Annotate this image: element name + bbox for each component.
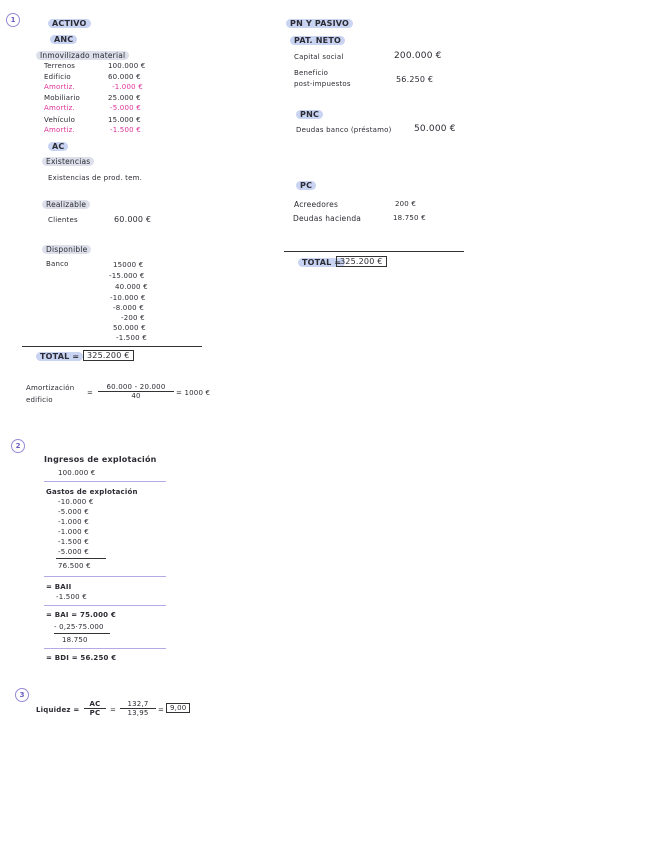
ingresos-title: Ingresos de explotación <box>44 455 157 464</box>
gastos-rule <box>44 576 166 577</box>
pasivo-title: PN Y PASIVO <box>286 19 353 28</box>
banco-value: -10.000 € <box>110 294 146 302</box>
acreedores-label: Acreedores <box>294 200 339 209</box>
anc-item-value: -5.000 € <box>110 104 141 112</box>
banco-value: -8.000 € <box>113 304 144 312</box>
amortizacion-fraction <box>98 383 174 400</box>
anc-item-label: Vehículo <box>44 116 76 124</box>
anc-item-label: Edificio <box>44 73 71 81</box>
anc-item-value: 60.000 € <box>108 73 141 81</box>
liquidez-den-1: PC <box>89 709 101 717</box>
liquidez-fraction-1 <box>84 700 106 717</box>
anc-item-value: 100.000 € <box>108 62 146 70</box>
beneficio-value: 56.250 € <box>396 75 434 84</box>
pasivo-total-value: 325.200 € <box>336 256 387 267</box>
bai-label: = BAI = 75.000 € <box>46 611 116 619</box>
gastos-sum-rule <box>56 558 106 559</box>
banco-value: 15000 € <box>113 261 144 269</box>
gasto-value: -1.000 € <box>58 518 89 526</box>
baii-value: -1.500 € <box>56 593 87 601</box>
activo-total-rule <box>22 346 202 347</box>
liquidez-result: 9,00 <box>166 703 190 713</box>
activo-total-value: 325.200 € <box>83 350 134 361</box>
section-1-number: 1 <box>6 13 20 27</box>
gastos-title: Gastos de explotación <box>46 488 138 496</box>
pasivo-total-rule <box>284 251 464 252</box>
liquidez-eq-2: = <box>158 706 165 714</box>
tax-line: - 0,25·75.000 <box>54 623 104 631</box>
pc-title: PC <box>296 181 316 190</box>
liquidez-num-2: 132,7 <box>120 700 156 709</box>
gasto-value: -1.000 € <box>58 528 89 536</box>
ingresos-rule <box>44 481 166 482</box>
ingresos-value: 100.000 € <box>58 469 96 477</box>
amortizacion-denominator: 40 <box>131 392 141 400</box>
anc-item-value: -1.000 € <box>112 83 143 91</box>
acreedores-value: 200 € <box>395 200 417 208</box>
tax-rule <box>54 633 110 634</box>
ac-title: AC <box>48 142 68 151</box>
amortizacion-label-2: edificio <box>26 396 53 404</box>
amortizacion-numerator: 60.000 - 20.000 <box>98 383 174 392</box>
banco-value: -200 € <box>121 314 145 322</box>
gasto-value: -1.500 € <box>58 538 89 546</box>
capital-label: Capital social <box>294 53 344 61</box>
liquidez-label: Liquidez = <box>36 706 80 714</box>
section-3-number: 3 <box>15 688 29 702</box>
hacienda-value: 18.750 € <box>393 214 426 222</box>
bdi-label: = BDI = 56.250 € <box>46 654 117 662</box>
disponible-title: Disponible <box>42 245 91 254</box>
capital-value: 200.000 € <box>394 51 442 61</box>
pnc-title: PNC <box>296 110 323 119</box>
liquidez-eq-1: = <box>110 706 117 714</box>
hacienda-label: Deudas hacienda <box>293 214 362 223</box>
existencias-text: Existencias de prod. tem. <box>48 174 143 182</box>
banco-value: 40.000 € <box>115 283 148 291</box>
activo-title: ACTIVO <box>48 19 91 28</box>
clientes-label: Clientes <box>48 216 78 224</box>
gasto-value: -5.000 € <box>58 548 89 556</box>
liquidez-fraction-2 <box>120 700 156 717</box>
anc-title: ANC <box>50 35 77 44</box>
liquidez-den-2: 13,95 <box>127 709 149 717</box>
existencias-title: Existencias <box>42 157 94 166</box>
anc-item-value: -1.500 € <box>110 126 141 134</box>
anc-item-label: Terrenos <box>44 62 76 70</box>
baii-rule <box>44 605 166 606</box>
anc-item-label: Amortiz. <box>44 126 75 134</box>
baii-label: = BAII <box>46 583 72 591</box>
amortizacion-equals: = <box>87 389 94 397</box>
beneficio-label-2: post-impuestos <box>294 80 351 88</box>
liquidez-num-1: AC <box>84 700 106 709</box>
pasivo-total-label: TOTAL = <box>298 258 345 267</box>
realizable-title: Realizable <box>42 200 90 209</box>
amortizacion-label: Amortización <box>26 384 75 392</box>
banco-label: Banco <box>46 260 69 268</box>
gasto-value: -10.000 € <box>58 498 94 506</box>
gasto-value: -5.000 € <box>58 508 89 516</box>
clientes-value: 60.000 € <box>114 215 152 224</box>
anc-item-label: Amortiz. <box>44 104 75 112</box>
bai-rule <box>44 648 166 649</box>
amortizacion-result: = 1000 € <box>176 389 211 397</box>
activo-total-label: TOTAL = <box>36 352 83 361</box>
patneto-title: PAT. NETO <box>290 36 345 45</box>
banco-value: -15.000 € <box>109 272 145 280</box>
banco-value: -1.500 € <box>116 334 147 342</box>
gastos-total: 76.500 € <box>58 562 91 570</box>
pnc-label: Deudas banco (préstamo) <box>296 126 392 134</box>
anc-item-label: Mobiliario <box>44 94 80 102</box>
tax-value: 18.750 <box>62 636 88 644</box>
section-2-number: 2 <box>11 439 25 453</box>
pnc-value: 50.000 € <box>414 124 456 134</box>
anc-item-value: 25.000 € <box>108 94 141 102</box>
inmovilizado-subtitle: Inmovilizado material <box>36 51 129 60</box>
beneficio-label: Beneficio <box>294 69 329 77</box>
anc-item-label: Amortiz. <box>44 83 75 91</box>
banco-value: 50.000 € <box>113 324 146 332</box>
anc-item-value: 15.000 € <box>108 116 141 124</box>
